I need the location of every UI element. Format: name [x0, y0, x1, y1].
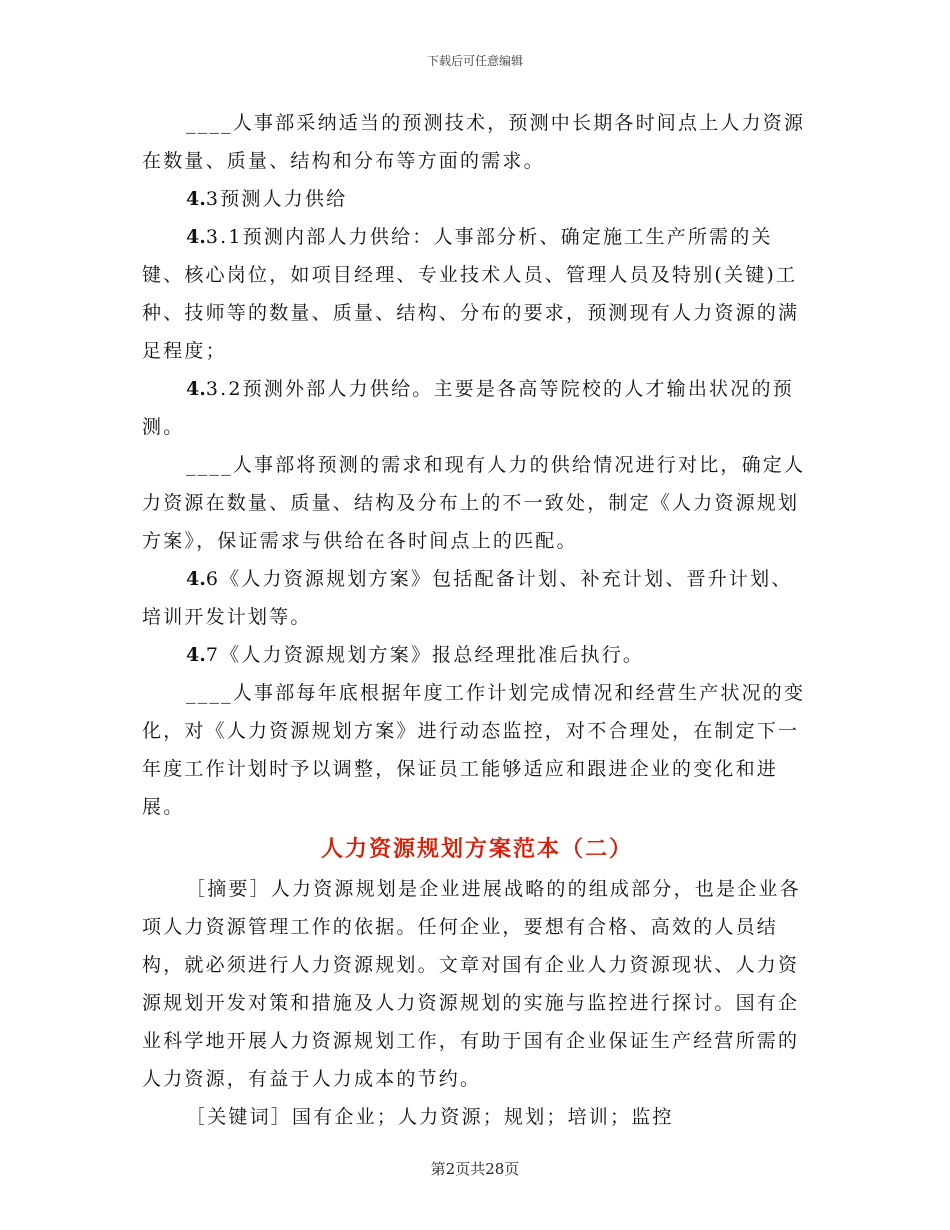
paragraph: 4.3.1预测内部人力供给：人事部分析、确定施工生产所需的关键、核心岗位，如项目经理、专业技术人员、管理人员及特别(关键)工种、技师等的数量、质量、结构、分布的要求，预测现有人力资源的满足程度；: [142, 226, 800, 362]
paragraph: 4.3预测人力供给: [186, 188, 348, 210]
section-title: 人力资源规划方案范本（二）: [320, 836, 633, 862]
abstract-paragraph: ［摘要］人力资源规划是企业进展战略的的组成部分，也是企业各项人力资源管理工作的依据。任何企业，要想有合格、高效的人员结构，就必须进行人力资源规划。文章对国有企业人力资源现状、人力资源规划开发对策和措施及人力资源规划的实施与监控进行探讨。国有企业科学地开展人力资源规划工作，有助于国有企业保证生产经营所需的人力资源，有益于人力成本的节约。: [142, 878, 801, 1090]
page-footer: 第2页共28页: [430, 1160, 520, 1178]
keywords-paragraph: ［关键词］国有企业；人力资源；规划；培训；监控: [186, 1106, 674, 1128]
paragraph: ____人事部采纳适当的预测技术，预测中长期各时间点上人力资源在数量、质量、结构和分布等方面的需求。: [142, 112, 806, 172]
document-body: [142, 104, 812, 1136]
paragraph: ____人事部将预测的需求和现有人力的供给情况进行对比，确定人力资源在数量、质量、结构及分布上的不一致处，制定《人力资源规划方案》，保证需求与供给在各时间点上的匹配。: [142, 454, 806, 552]
page-header: 下载后可任意编辑: [426, 54, 523, 68]
paragraph: ____人事部每年底根据年度工作计划完成情况和经营生产状况的变化，对《人力资源规划方案》进行动态监控，对不合理处，在制定下一年度工作计划时予以调整，保证员工能够适应和跟进企业的变化和进展。: [142, 682, 806, 818]
paragraph: 4.3.2预测外部人力供给。主要是各高等院校的人才输出状况的预测。: [142, 378, 794, 438]
paragraph: 4.6《人力资源规划方案》包括配备计划、补充计划、晋升计划、培训开发计划等。: [142, 568, 793, 628]
paragraph: 4.7《人力资源规划方案》报总经理批准后执行。: [186, 644, 645, 666]
